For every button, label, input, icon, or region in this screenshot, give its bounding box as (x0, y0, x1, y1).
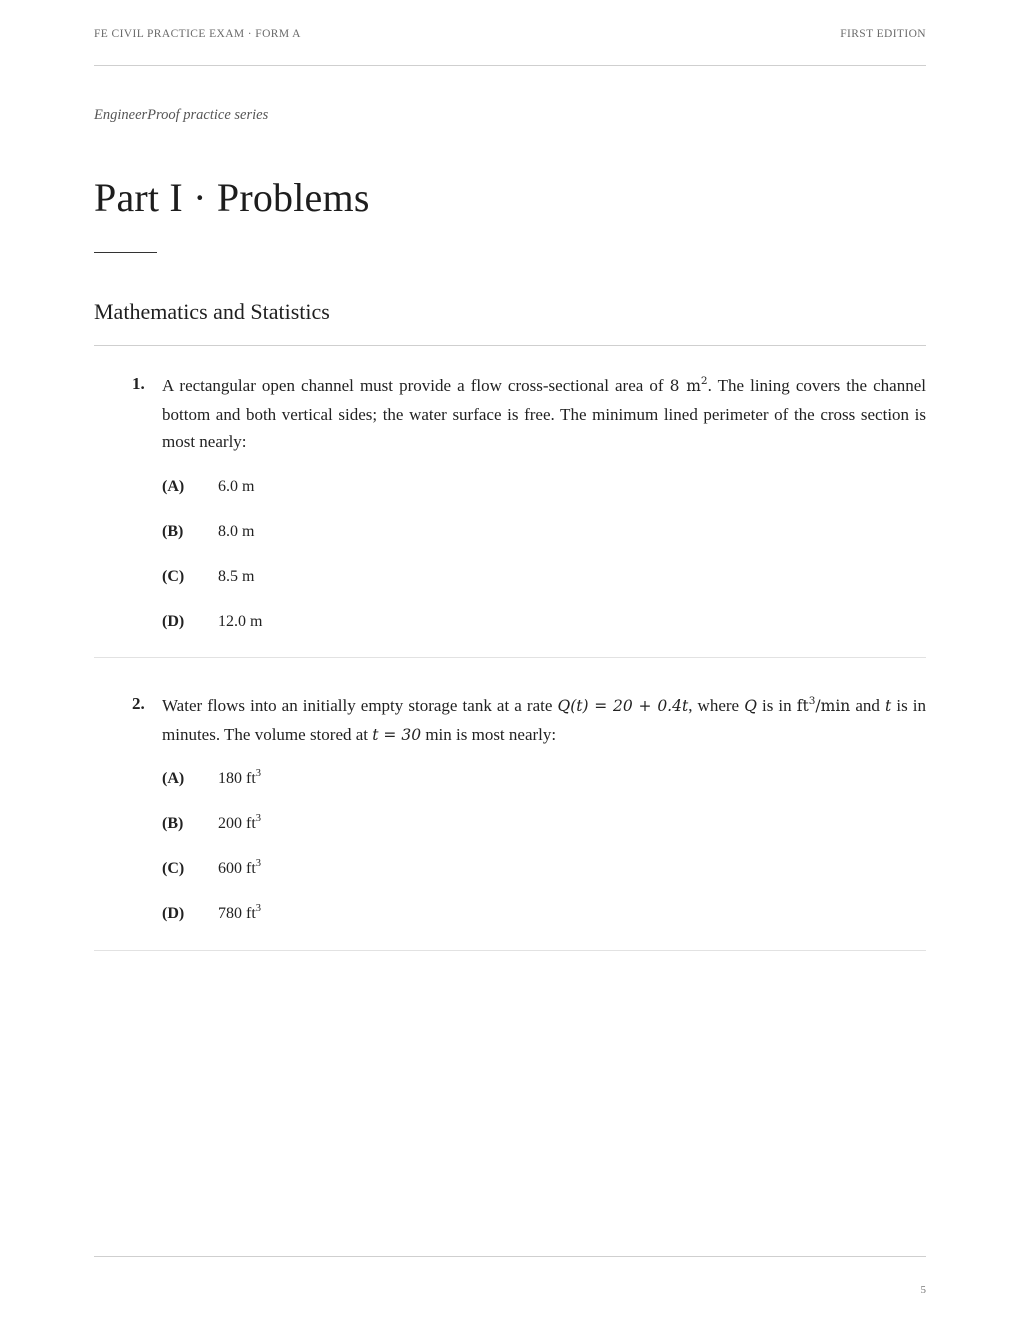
statement-text: , where (688, 696, 745, 715)
variable-t: t (885, 697, 892, 715)
option-amount: 200 ft (218, 815, 256, 832)
answer-options (162, 478, 262, 658)
option-exponent: 3 (255, 812, 262, 824)
option-value (218, 857, 262, 878)
footer-divider (94, 1256, 926, 1257)
option-letter: (A) (162, 770, 185, 787)
option-letter: (D) (162, 905, 185, 922)
option-amount: 780 ft (218, 905, 256, 922)
answer-option-d[interactable] (162, 613, 262, 658)
option-value: 12.0 m (218, 613, 263, 630)
option-letter: (D) (162, 613, 185, 630)
problem-number: 1. (132, 374, 145, 393)
answer-option-b[interactable] (162, 523, 262, 568)
area-exponent: 2 (700, 374, 708, 387)
option-amount: 180 ft (218, 770, 256, 787)
title-underline (94, 252, 157, 253)
option-value: 8.5 m (218, 568, 255, 585)
unit-base: ft (796, 697, 809, 715)
option-letter: (A) (162, 478, 185, 495)
option-exponent: 3 (255, 902, 262, 914)
statement-text: and (850, 696, 886, 715)
option-value: 6.0 m (218, 478, 255, 495)
series-label: EngineerProof practice series (94, 107, 269, 123)
math-var-q (744, 697, 757, 715)
answer-options (162, 767, 262, 950)
option-letter: (C) (162, 568, 185, 585)
option-value (218, 812, 262, 833)
answer-option-a[interactable] (162, 767, 262, 815)
section-divider (94, 345, 926, 346)
math-rate-expression (558, 697, 689, 715)
problem-divider (94, 657, 926, 658)
unit-tail: /min (815, 697, 851, 715)
problem-statement (162, 692, 926, 749)
statement-text: . The lining covers the channel bottom and both vertical sides; the water surface is free. The minimum lined perimeter of the cross section is most nearly: (162, 376, 926, 451)
option-value: 8.0 m (218, 523, 255, 540)
statement-text: Water flows into an initially empty storage tank at a rate (162, 696, 558, 715)
option-amount: 600 ft (218, 860, 256, 877)
option-value (218, 767, 262, 788)
running-header (94, 28, 926, 40)
unit-exponent: 3 (808, 694, 816, 707)
statement-text: A rectangular open channel must provide a flow cross-sectional area of (162, 376, 670, 395)
option-exponent: 3 (255, 857, 262, 869)
variable-q: Q (744, 697, 757, 715)
area-value: 8 m (669, 377, 701, 395)
option-letter: (B) (162, 815, 184, 832)
part-title: Part I · Problems (94, 175, 370, 220)
option-letter: (C) (162, 860, 185, 877)
math-flow-unit (796, 694, 851, 715)
rate-expression: Q(t) = 20 + 0.4t (557, 697, 689, 715)
answer-option-c[interactable] (162, 857, 262, 905)
problem-divider (94, 950, 926, 951)
statement-text: is in minutes. The volume stored at (162, 696, 927, 744)
math-time-expression (372, 726, 421, 744)
statement-text: min is most nearly: (421, 724, 557, 744)
problem-statement (162, 372, 926, 456)
page-number: 5 (920, 1284, 926, 1296)
answer-option-b[interactable] (162, 812, 262, 860)
time-expression: t = 30 (372, 725, 422, 744)
header-exam-title: FE CIVIL PRACTICE EXAM · FORM A (94, 28, 301, 40)
answer-option-c[interactable] (162, 568, 262, 613)
answer-option-a[interactable] (162, 478, 262, 523)
math-area (669, 374, 708, 395)
answer-option-d[interactable] (162, 902, 262, 950)
statement-text: is in (756, 696, 797, 715)
problem-1 (94, 372, 926, 630)
problem-number: 2. (132, 694, 145, 713)
section-title: Mathematics and Statistics (94, 299, 330, 324)
option-letter: (B) (162, 523, 184, 540)
header-divider (94, 65, 926, 66)
problem-2 (94, 692, 927, 922)
header-edition: FIRST EDITION (840, 28, 926, 40)
option-exponent: 3 (255, 767, 262, 779)
option-value (218, 902, 262, 923)
